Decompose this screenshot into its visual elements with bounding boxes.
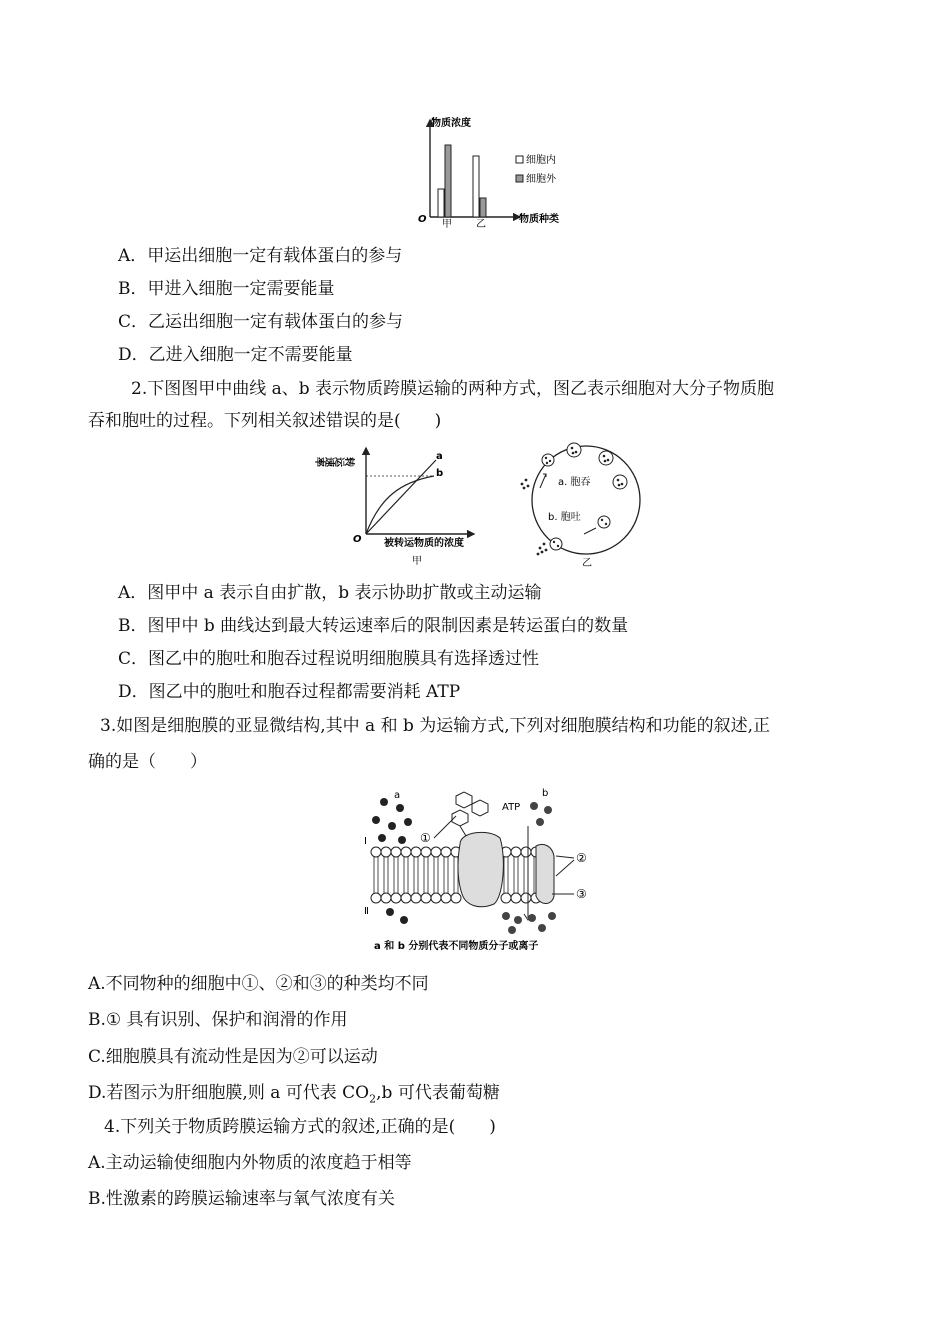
figure-concentration-bar-chart — [412, 114, 572, 228]
endocytosis-label: a. 胞吞 — [558, 477, 591, 488]
x-axis-label: 被转运物质的浓度 — [384, 538, 464, 549]
q4-option-b: B.性激素的跨膜运输速率与氧气浓度有关 — [88, 1189, 395, 1209]
membrane-protein-1 — [458, 832, 503, 906]
q3-option-d — [88, 1081, 500, 1111]
label-side-2: Ⅱ — [364, 906, 369, 917]
particles-a — [372, 798, 412, 844]
curve-b — [366, 476, 434, 534]
q3-option-d-pre: D.若图示为肝细胞膜,则 a 可代表 CO — [88, 1083, 370, 1103]
legend-swatch-outside — [516, 175, 523, 182]
q2-option-c: C．图乙中的胞吐和胞吞过程说明细胞膜具有选择透过性 — [118, 649, 540, 669]
figure3-caption: a 和 b 分别代表不同物质分子或离子 — [374, 941, 539, 952]
q4-stem: 4.下列关于物质跨膜运输方式的叙述,正确的是( ) — [104, 1117, 496, 1137]
q4-option-a: A.主动运输使细胞内外物质的浓度趋于相等 — [88, 1153, 412, 1173]
q2-option-a: A．图甲中 a 表示自由扩散，b 表示协助扩散或主动运输 — [118, 583, 542, 603]
q2-stem-line1: 2.下图图甲中曲线 a、b 表示物质跨膜运输的两种方式，图乙表示细胞对大分子物质胞 — [131, 379, 775, 399]
caption-right: 乙 — [582, 558, 592, 569]
y-axis-label: 物质浓度 — [431, 118, 471, 129]
q2-option-b: B．图甲中 b 曲线达到最大转运速率后的限制因素是转运蛋白的数量 — [118, 616, 629, 636]
origin-label: O — [418, 214, 427, 225]
origin-label: O — [353, 534, 362, 545]
y-axis-label: 转运速率 — [315, 454, 355, 466]
mark-2: ② — [576, 851, 587, 865]
particles-b — [530, 802, 552, 826]
curve-a-label: a — [436, 451, 443, 462]
q3-option-c: C.细胞膜具有流动性是因为②可以运动 — [88, 1047, 378, 1067]
legend-outside: 细胞外 — [526, 174, 556, 185]
legend-swatch-inside — [516, 156, 523, 163]
q2-option-d: D．图乙中的胞吐和胞吞过程都需要消耗 ATP — [118, 682, 461, 702]
curve-b-label: b — [436, 468, 444, 479]
q1-option-b: B．甲进入细胞一定需要能量 — [118, 279, 335, 299]
particles-b-inside — [502, 912, 556, 934]
bar-jia-inside — [438, 189, 444, 217]
label-atp: ATP — [502, 802, 521, 813]
figure-cell-membrane-structure — [356, 786, 606, 956]
category-jia: 甲 — [442, 219, 452, 230]
q1-option-c: C．乙运出细胞一定有载体蛋白的参与 — [118, 312, 404, 332]
q3-stem-line1: 3.如图是细胞膜的亚显微结构,其中 a 和 b 为运输方式,下列对细胞膜结构和功能的叙述,正 — [100, 716, 771, 736]
label-a: a — [394, 790, 401, 801]
curve-a — [366, 460, 436, 534]
mark-1: ① — [420, 831, 431, 845]
caption-left: 甲 — [412, 556, 422, 567]
q1-option-a: A．甲运出细胞一定有载体蛋白的参与 — [118, 246, 403, 266]
q3-option-a: A.不同物种的细胞中①、②和③的种类均不同 — [88, 974, 429, 994]
bar-yi-inside — [473, 156, 479, 217]
label-side-1: Ⅰ — [364, 836, 367, 847]
bar-jia-outside — [445, 145, 451, 217]
exocytosis-label: b. 胞吐 — [548, 512, 581, 523]
figure-endo-exocytosis-cell — [510, 440, 650, 570]
glycoprotein-chain — [434, 792, 488, 838]
figure-transport-rate-curves — [315, 442, 486, 570]
q2-stem-line2: 吞和胞吐的过程。下列相关叙述错误的是( ) — [88, 411, 442, 431]
x-axis-label: 物质种类 — [519, 214, 559, 225]
q3-option-d-post: ,b 可代表葡萄糖 — [376, 1083, 500, 1103]
q1-option-d: D．乙进入细胞一定不需要能量 — [118, 345, 353, 365]
mark-3: ③ — [576, 887, 587, 901]
category-yi: 乙 — [476, 219, 486, 230]
q3-stem-line2: 确的是（ ） — [88, 752, 207, 772]
label-b: b — [542, 788, 549, 799]
legend-inside: 细胞内 — [526, 155, 556, 166]
membrane-protein-2 — [536, 844, 554, 903]
bar-yi-outside — [480, 198, 486, 217]
q3-option-b: B.① 具有识别、保护和润滑的作用 — [88, 1010, 348, 1030]
q3-option-d-sub: 2 — [369, 1092, 377, 1106]
